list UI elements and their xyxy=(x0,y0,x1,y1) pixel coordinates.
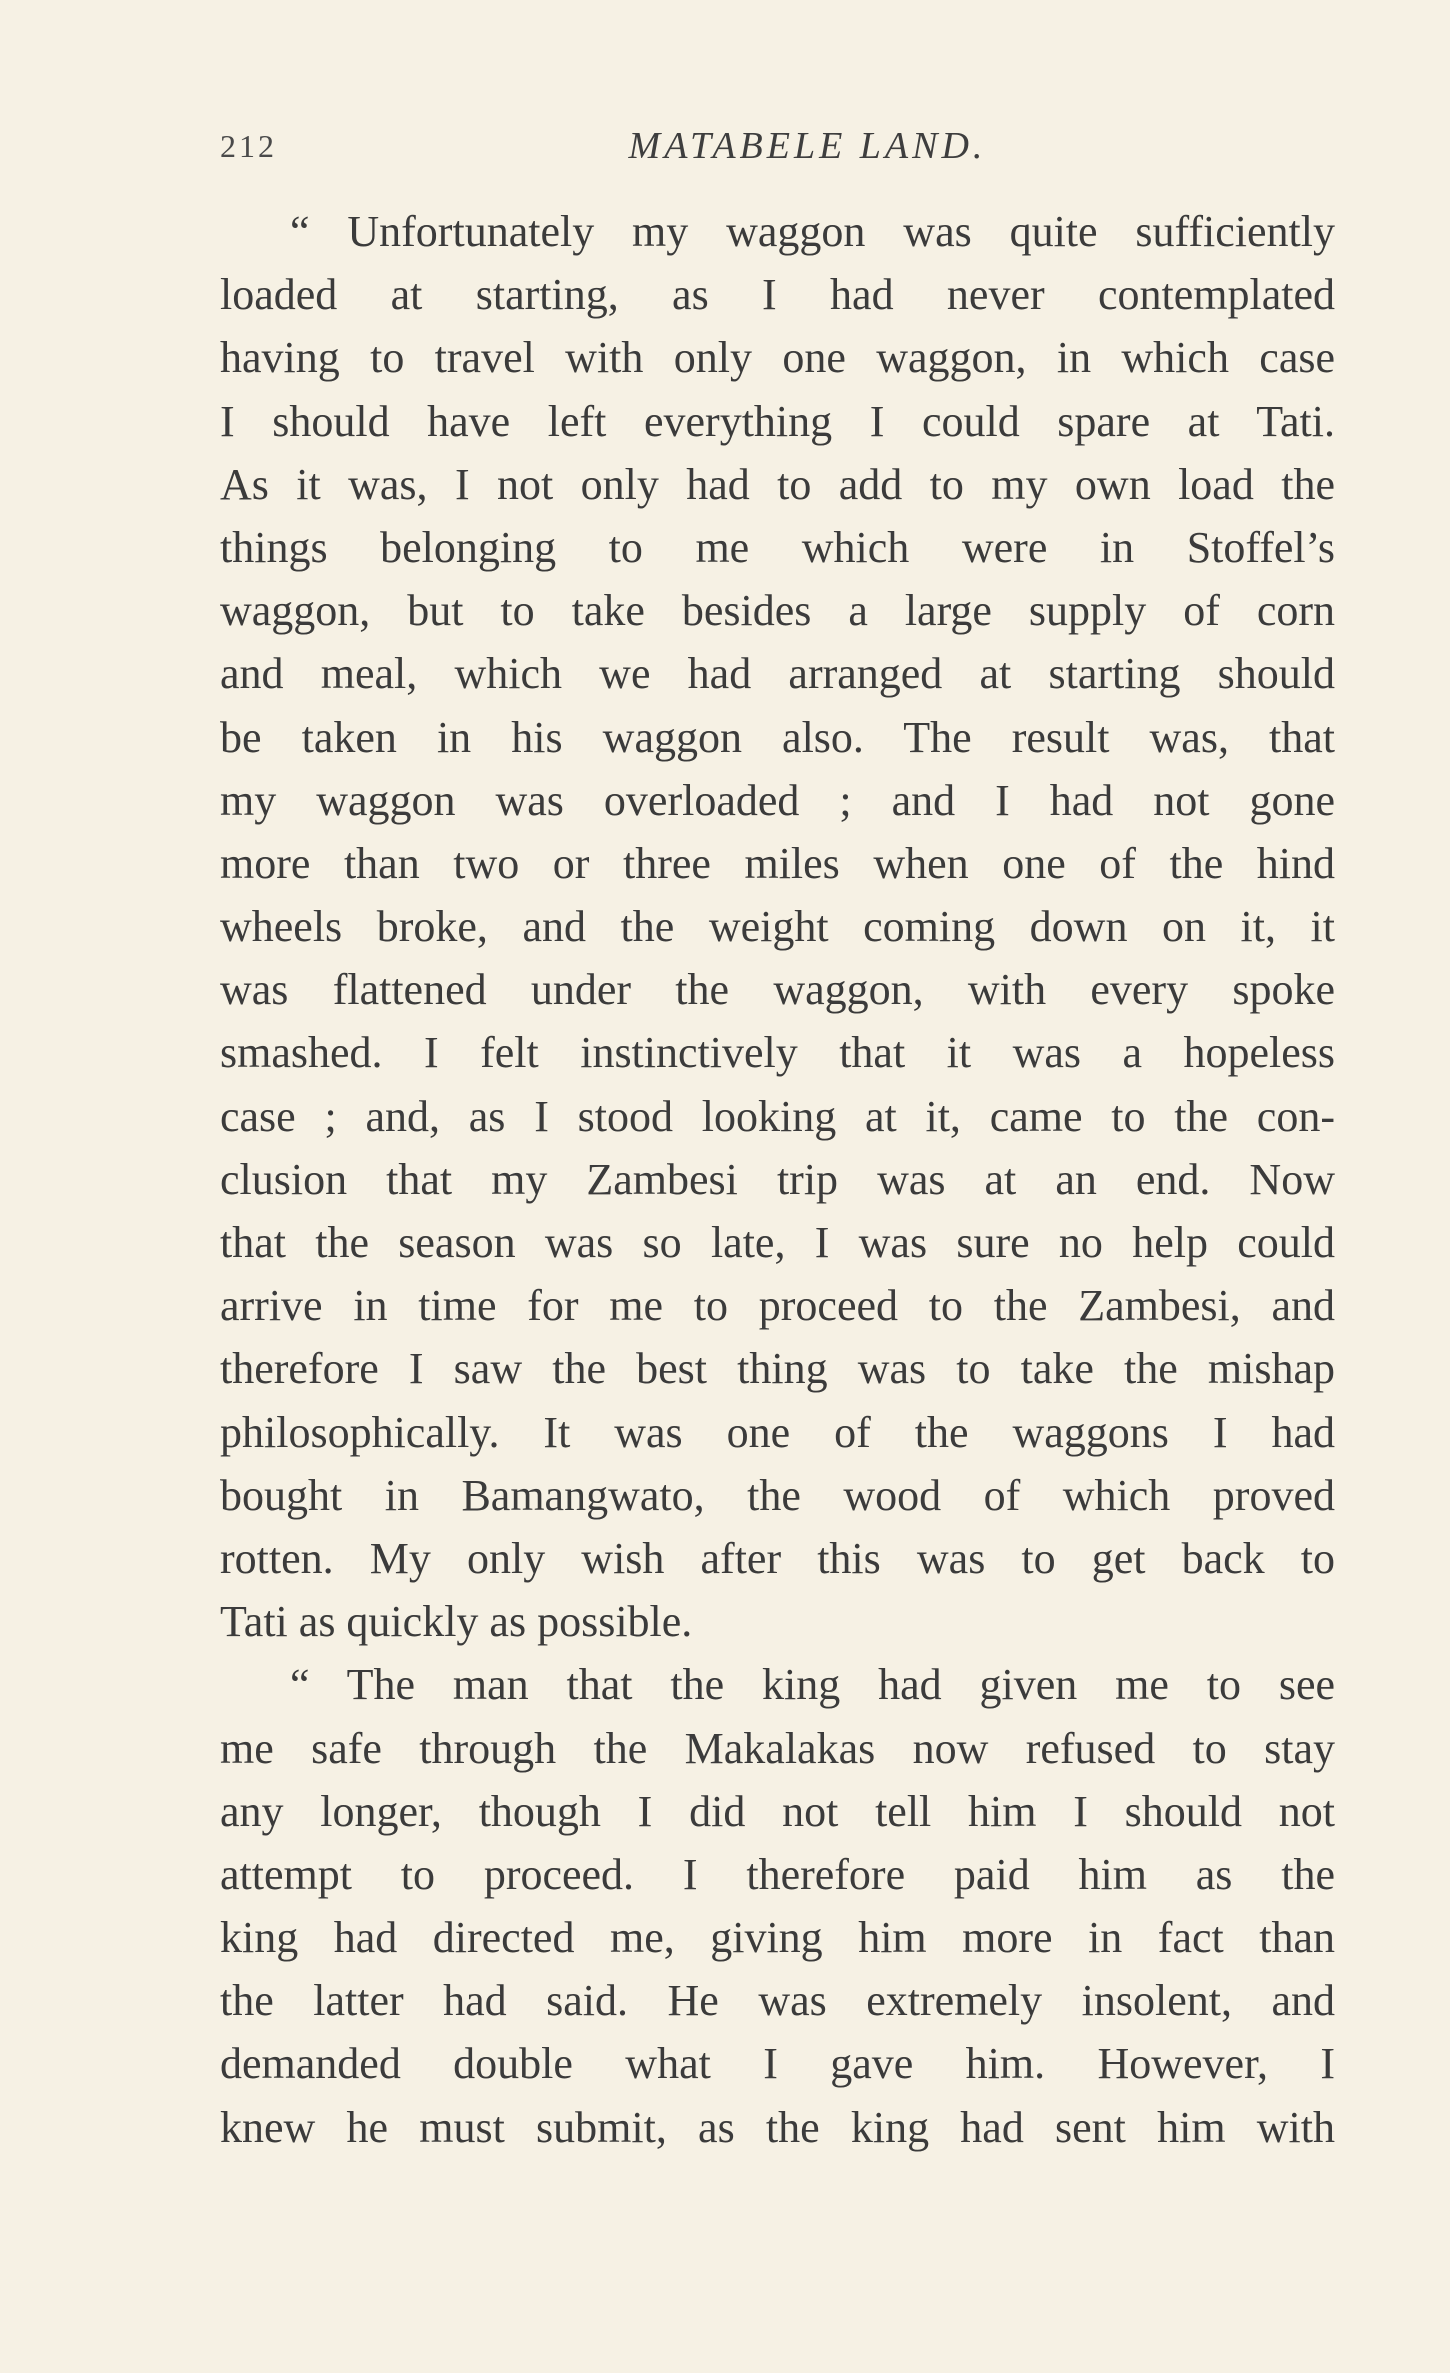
text-line: demanded double what I gave him. However, I xyxy=(220,2039,1335,2089)
body-text xyxy=(220,200,1335,2159)
text-line: “ Unfortunately my waggon was quite sufficiently xyxy=(290,207,1335,256)
text-line: attempt to proceed. I therefore paid him as the xyxy=(220,1849,1335,1899)
text-line: therefore I saw the best thing was to take the mishap xyxy=(220,1344,1335,1394)
text-line: I should have left everything I could spare at Tati. xyxy=(220,396,1335,446)
text-line: things belonging to me which were in Stoffel’s xyxy=(220,522,1335,572)
text-line: my waggon was overloaded ; and I had not gone xyxy=(220,775,1335,825)
text-line: was flattened under the waggon, with every spoke xyxy=(220,965,1335,1015)
text-line: case ; and, as I stood looking at it, came to the con- xyxy=(220,1091,1335,1141)
text-line: clusion that my Zambesi trip was at an end. Now xyxy=(220,1154,1335,1204)
text-line: having to travel with only one waggon, in which case xyxy=(220,333,1335,383)
text-line: smashed. I felt instinctively that it was a hopeless xyxy=(220,1028,1335,1078)
running-title: MATABELE LAND. xyxy=(628,125,987,167)
text-line: knew he must submit, as the king had sent him with xyxy=(220,2102,1335,2152)
text-line: “ The man that the king had given me to see xyxy=(290,1660,1335,1710)
text-line: philosophically. It was one of the waggons I had xyxy=(220,1407,1335,1457)
text-line: king had directed me, giving him more in fact than xyxy=(220,1913,1335,1963)
text-line: be taken in his waggon also. The result was, that xyxy=(220,712,1335,762)
text-line: me safe through the Makalakas now refused to stay xyxy=(220,1723,1335,1773)
text-line: that the season was so late, I was sure no help could xyxy=(220,1218,1335,1267)
text-line: any longer, though I did not tell him I should not xyxy=(220,1786,1335,1836)
text-line: rotten. My only wish after this was to get back to xyxy=(220,1533,1335,1583)
text-line: the latter had said. He was extremely insolent, and xyxy=(220,1976,1335,2026)
text-line: Tati as quickly as possible. xyxy=(220,1597,693,1647)
text-line: and meal, which we had arranged at starting should xyxy=(220,649,1335,699)
text-line: more than two or three miles when one of the hind xyxy=(220,838,1335,888)
text-line: As it was, I not only had to add to my own load the xyxy=(220,459,1335,509)
text-line: loaded at starting, as I had never contemplated xyxy=(220,270,1335,320)
text-line: waggon, but to take besides a large supply of corn xyxy=(220,586,1335,636)
page-number: 212 xyxy=(220,128,277,164)
page-header xyxy=(220,120,1335,180)
text-line: arrive in time for me to proceed to the Zambesi, and xyxy=(220,1281,1335,1331)
text-line: bought in Bamangwato, the wood of which proved xyxy=(220,1470,1335,1520)
text-line: wheels broke, and the weight coming down on it, it xyxy=(220,902,1335,952)
